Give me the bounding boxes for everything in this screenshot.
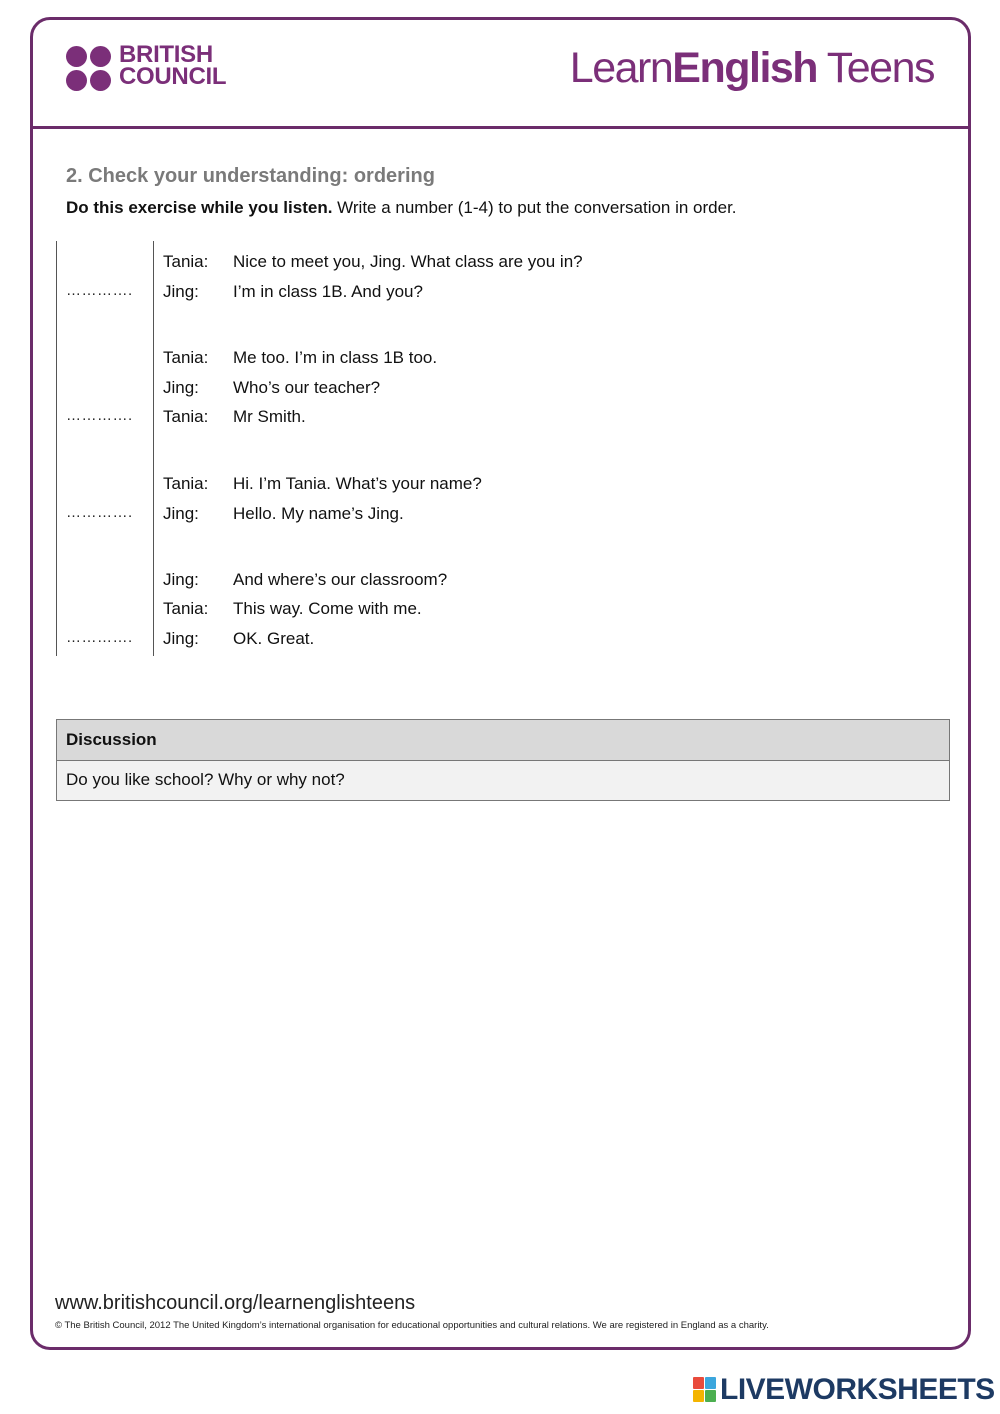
speaker: Jing: <box>163 282 199 301</box>
instructions <box>66 198 737 218</box>
speaker: Tania: <box>163 599 209 618</box>
speaker: Tania: <box>163 474 209 493</box>
speaker: Jing: <box>163 570 199 589</box>
british-council-logo <box>66 41 236 96</box>
speaker: Jing: <box>163 504 199 523</box>
british-council-line1: BRITISH <box>119 41 213 68</box>
utterance: OK. Great. <box>233 629 315 648</box>
utterance: Who’s our teacher? <box>233 378 381 397</box>
speaker: Tania: <box>163 348 209 367</box>
instructions-rest: Write a number (1-4) to put the conversation in order. <box>332 198 737 217</box>
logo-english: English <box>672 44 818 92</box>
british-council-line2: COUNCIL <box>119 63 227 90</box>
conversation-mid-rule <box>153 241 154 656</box>
utterance: This way. Come with me. <box>233 599 422 618</box>
discussion-heading: Discussion <box>57 720 949 761</box>
header-divider <box>30 126 971 129</box>
speaker: Tania: <box>163 407 209 426</box>
section-title: 2. Check your understanding: ordering <box>66 165 435 187</box>
discussion-box <box>56 719 950 801</box>
order-answer-blank-4[interactable]: …………. <box>66 629 133 646</box>
learnenglish-teens-logo <box>570 44 934 93</box>
footer-url[interactable]: www.britishcouncil.org/learnenglishteens <box>55 1292 416 1314</box>
discussion-question: Do you like school? Why or why not? <box>57 761 949 800</box>
liveworksheets-wordmark: LIVEWORKSHEETS <box>720 1373 995 1406</box>
logo-learn: Learn <box>569 44 673 92</box>
utterance: Hi. I’m Tania. What’s your name? <box>233 474 482 493</box>
order-answer-blank-2[interactable]: …………. <box>66 407 133 424</box>
order-answer-blank-3[interactable]: …………. <box>66 504 133 521</box>
utterance: Hello. My name’s Jing. <box>233 504 404 523</box>
instructions-bold: Do this exercise while you listen. <box>66 198 333 217</box>
conversation-left-rule <box>56 241 57 656</box>
liveworksheets-grid-icon <box>693 1377 717 1403</box>
utterance: And where’s our classroom? <box>233 570 448 589</box>
footer-copyright: © The British Council, 2012 The United Kingdom’s international organisation for educational opportunities and cultural relations. We are registered in England as a charity. <box>55 1320 769 1331</box>
liveworksheets-logo <box>693 1373 995 1407</box>
utterance: I’m in class 1B. And you? <box>233 282 423 301</box>
speaker: Jing: <box>163 378 199 397</box>
speaker: Tania: <box>163 252 209 271</box>
british-council-dots-icon <box>66 44 112 92</box>
speaker: Jing: <box>163 629 199 648</box>
utterance: Nice to meet you, Jing. What class are you in? <box>233 252 583 271</box>
utterance: Mr Smith. <box>233 407 306 426</box>
utterance: Me too. I’m in class 1B too. <box>233 348 438 367</box>
logo-teens: Teens <box>817 44 934 92</box>
british-council-wordmark <box>119 41 227 90</box>
order-answer-blank-1[interactable]: …………. <box>66 282 133 299</box>
